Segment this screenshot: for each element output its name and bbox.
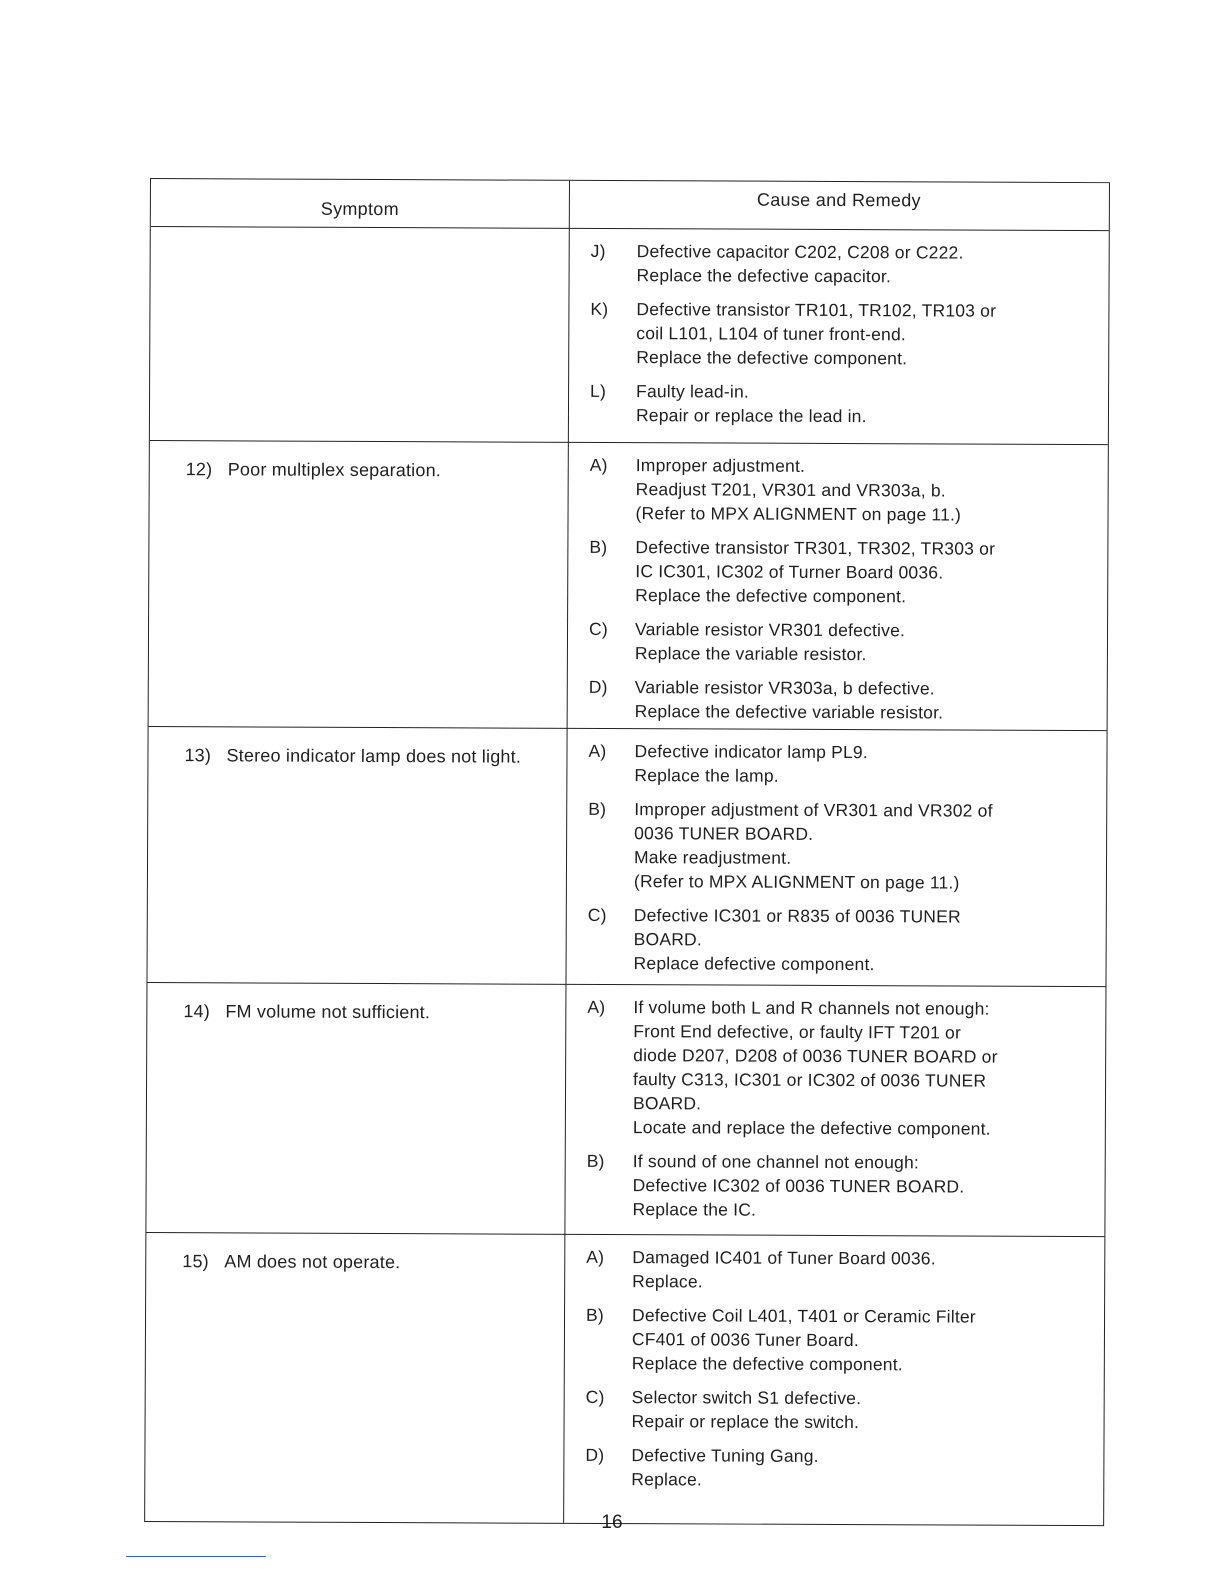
cause-line: Replace the variable resistor. bbox=[634, 643, 867, 665]
cause-letter: B) bbox=[586, 1150, 605, 1171]
cause-line: Readjust T201, VR301 and VR303a, b. bbox=[635, 479, 946, 501]
footer-rule bbox=[126, 1556, 266, 1557]
cause-letter: A) bbox=[589, 454, 608, 475]
cause-letter: A) bbox=[587, 996, 606, 1017]
cause-line: Locate and replace the defective component. bbox=[632, 1117, 991, 1139]
cause-item bbox=[590, 379, 1078, 429]
cause-remedy-cell bbox=[590, 239, 1079, 439]
cause-item bbox=[586, 1245, 1074, 1295]
cause-item bbox=[589, 617, 1077, 667]
cause-line: Replace the defective component. bbox=[635, 585, 907, 607]
cause-item bbox=[586, 1303, 1074, 1377]
cause-line: Replace the IC. bbox=[632, 1199, 757, 1220]
troubleshooting-table bbox=[144, 178, 1110, 1526]
cause-letter: C) bbox=[585, 1386, 605, 1407]
cause-line: Defective transistor TR301, TR302, TR303 or bbox=[635, 537, 996, 559]
cause-line: Replace. bbox=[632, 1271, 703, 1292]
symptom-number: 12) bbox=[185, 459, 213, 480]
cause-line: Improper adjustment of VR301 and VR302 of bbox=[634, 799, 993, 821]
cause-item bbox=[589, 535, 1077, 609]
cause-line: Front End defective, or faulty IFT T201 or bbox=[633, 1021, 962, 1043]
cause-item bbox=[588, 903, 1076, 977]
cause-line: Defective Coil L401, T401 or Ceramic Filter bbox=[631, 1305, 976, 1327]
symptom-text: AM does not operate. bbox=[224, 1251, 401, 1273]
symptom-number: 13) bbox=[184, 745, 212, 766]
cause-line: Defective IC301 or R835 of 0036 TUNER bbox=[633, 905, 961, 927]
cause-line: 0036 TUNER BOARD. bbox=[634, 823, 814, 844]
cause-line: BOARD. bbox=[632, 1093, 702, 1114]
cause-line: CF401 of 0036 Tuner Board. bbox=[631, 1329, 859, 1351]
table-row bbox=[149, 441, 1108, 731]
symptom-text: FM volume not sufficient. bbox=[225, 1001, 431, 1023]
cause-line: Replace the defective capacitor. bbox=[636, 265, 892, 287]
cause-line: Replace. bbox=[631, 1469, 703, 1490]
symptom-cell bbox=[183, 1001, 553, 1024]
cause-item bbox=[586, 1385, 1074, 1435]
symptom-cell bbox=[186, 459, 556, 482]
symptom-text: Stereo indicator lamp does not light. bbox=[226, 745, 522, 767]
table-row bbox=[147, 727, 1106, 987]
cause-line: Improper adjustment. bbox=[635, 455, 806, 476]
page-number: 16 bbox=[601, 1512, 623, 1533]
cause-line: Defective IC302 of 0036 TUNER BOARD. bbox=[632, 1175, 965, 1197]
cause-line: diode D207, D208 of 0036 TUNER BOARD or bbox=[633, 1045, 998, 1067]
cause-line: BOARD. bbox=[633, 929, 703, 950]
cause-line: Repair or replace the lead in. bbox=[635, 405, 867, 427]
cause-letter: B) bbox=[585, 1304, 604, 1325]
cause-line: coil L101, L104 of tuner front-end. bbox=[636, 323, 907, 345]
cause-line: (Refer to MPX ALIGNMENT on page 11.) bbox=[633, 871, 960, 893]
symptom-number: 15) bbox=[182, 1251, 209, 1272]
cause-line: Replace the defective variable resistor. bbox=[634, 701, 944, 723]
cause-letter: A) bbox=[588, 740, 607, 761]
cause-letter: D) bbox=[585, 1444, 605, 1465]
cause-item bbox=[589, 675, 1077, 725]
cause-line: faulty C313, IC301 or IC302 of 0036 TUNER bbox=[633, 1069, 987, 1091]
cause-letter: K) bbox=[590, 298, 609, 320]
cause-item bbox=[587, 995, 1076, 1141]
cause-line: If sound of one channel not enough: bbox=[632, 1151, 920, 1173]
header-cause-remedy: Cause and Remedy bbox=[756, 189, 921, 210]
cause-line: Replace defective component. bbox=[633, 953, 875, 975]
cause-letter: B) bbox=[589, 536, 608, 557]
cause-letter: B) bbox=[588, 798, 607, 819]
cause-line: Faulty lead-in. bbox=[636, 381, 750, 402]
cause-item bbox=[588, 797, 1076, 895]
cause-remedy-cell bbox=[587, 739, 1076, 987]
cause-line: Variable resistor VR301 defective. bbox=[634, 619, 906, 641]
cause-letter: L) bbox=[590, 380, 607, 401]
cause-line: If volume both L and R channels not enough: bbox=[633, 997, 990, 1019]
cause-item bbox=[585, 1443, 1073, 1493]
cause-line: Replace the defective component. bbox=[636, 347, 908, 369]
cause-line: Defective transistor TR101, TR102, TR103 or bbox=[636, 299, 997, 321]
table-row bbox=[146, 983, 1105, 1237]
cause-line: Selector switch S1 defective. bbox=[631, 1387, 862, 1409]
symptom-cell bbox=[182, 1251, 552, 1274]
cause-letter: C) bbox=[588, 618, 608, 640]
cause-line: IC IC301, IC302 of Turner Board 0036. bbox=[635, 561, 944, 583]
cause-remedy-cell bbox=[589, 453, 1078, 735]
cause-item bbox=[590, 297, 1078, 371]
cause-item bbox=[589, 453, 1077, 527]
cause-item bbox=[586, 1149, 1074, 1223]
cause-line: (Refer to MPX ALIGNMENT on page 11.) bbox=[635, 503, 962, 525]
symptom-cell bbox=[187, 245, 557, 268]
cause-line: Defective capacitor C202, C208 or C222. bbox=[636, 241, 964, 263]
cause-line: Damaged IC401 of Tuner Board 0036. bbox=[632, 1247, 936, 1269]
header-symptom: Symptom bbox=[320, 198, 399, 219]
cause-letter: J) bbox=[590, 240, 606, 261]
cause-letter: D) bbox=[588, 676, 608, 698]
symptom-number: 14) bbox=[183, 1001, 211, 1022]
symptom-cell bbox=[184, 745, 554, 768]
cause-remedy-cell bbox=[585, 1245, 1074, 1503]
cause-letter: A) bbox=[586, 1246, 605, 1267]
cause-item bbox=[588, 739, 1076, 789]
symptom-text: Poor multiplex separation. bbox=[227, 459, 442, 481]
table-header bbox=[151, 179, 1109, 231]
table-row bbox=[150, 227, 1109, 445]
cause-letter: C) bbox=[587, 904, 607, 925]
cause-line: Defective indicator lamp PL9. bbox=[634, 741, 868, 763]
cause-remedy-cell bbox=[586, 995, 1075, 1233]
cause-line: Replace the lamp. bbox=[634, 765, 779, 786]
cause-item bbox=[591, 239, 1079, 289]
cause-line: Replace the defective component. bbox=[631, 1353, 903, 1375]
cause-line: Make readjustment. bbox=[633, 847, 792, 868]
cause-line: Repair or replace the switch. bbox=[631, 1411, 860, 1433]
table-row bbox=[145, 1233, 1104, 1527]
cause-line: Defective Tuning Gang. bbox=[631, 1445, 819, 1466]
cause-line: Variable resistor VR303a, b defective. bbox=[634, 677, 935, 699]
